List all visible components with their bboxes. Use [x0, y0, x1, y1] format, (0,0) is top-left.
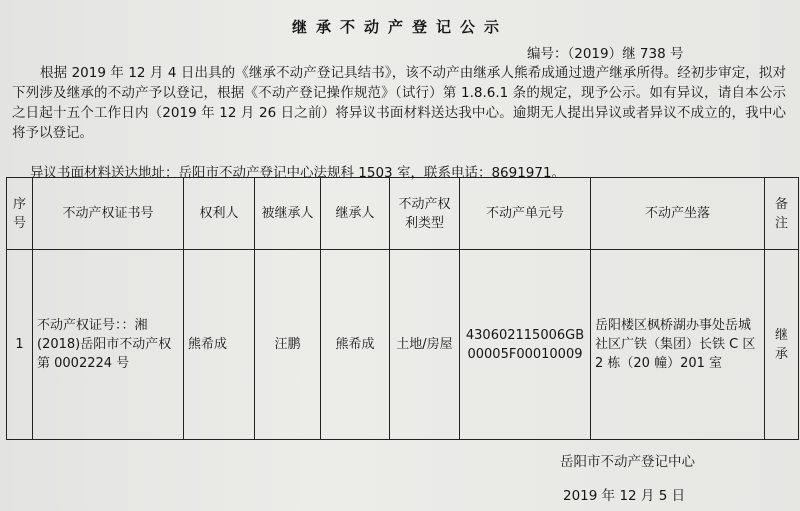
- cell-heir: 熊希成: [321, 250, 390, 440]
- table-row: [7, 250, 799, 440]
- header-heir: 继承人: [321, 178, 390, 250]
- cell-location: 岳阳楼区枫桥湖办事处岳城社区广铁（集团）长铁 C 区 2 栋（20 幢）201 室: [591, 250, 765, 440]
- body-paragraph: 根据 2019 年 12 月 4 日出具的《继承不动产登记具结书》，该不动产由继承人熊希成通过遗产继承所得。经初步审定，拟对下列涉及继承的不动产予以登记，根据《不动产登记操作规范》（试行）第 1.8.6.1 条的规定，现予公示。如有异议，请自本公示之日起十五个工作日内（2019 年 12 月 26 日之前）将异议书面材料送达我中心。逾期无人提出异议或者异议不成立的，我中心将予以登记。: [12, 65, 786, 141]
- header-right-holder: 权利人: [184, 178, 255, 250]
- table-header-row: [7, 178, 799, 250]
- document-title: 继承不动产登记公示: [291, 18, 508, 36]
- header-property-type: 不动产权利类型: [390, 178, 460, 250]
- property-table: [6, 177, 799, 440]
- header-decedent: 被继承人: [255, 178, 321, 250]
- objection-address: 异议书面材料送达地址：岳阳市不动产登记中心法规科 1503 室，联系电话：8691971。: [30, 165, 566, 181]
- header-unit-no: 不动产单元号: [460, 178, 591, 250]
- cell-decedent: 汪鹏: [255, 250, 321, 440]
- header-cert-no: 不动产权证书号: [33, 178, 184, 250]
- cell-cert-no: 不动产权证号：：湘(2018)岳阳市不动产权第 0002224 号: [33, 250, 184, 440]
- cell-seq: 1: [7, 250, 33, 440]
- cell-remark: 继承: [765, 250, 799, 440]
- footer-date: 2019 年 12 月 5 日: [563, 488, 686, 504]
- header-remark: 备注: [765, 178, 799, 250]
- footer-organization: 岳阳市不动产登记中心: [560, 454, 695, 470]
- cell-property-type: 土地/房屋: [390, 250, 460, 440]
- header-location: 不动产坐落: [591, 178, 765, 250]
- cell-right-holder: 熊希成: [184, 250, 255, 440]
- cell-unit-no: 430602115006GB00005F00010009: [460, 250, 591, 440]
- header-seq: 序号: [7, 178, 33, 250]
- document-number: 编号：（2019）继 738 号: [527, 46, 684, 62]
